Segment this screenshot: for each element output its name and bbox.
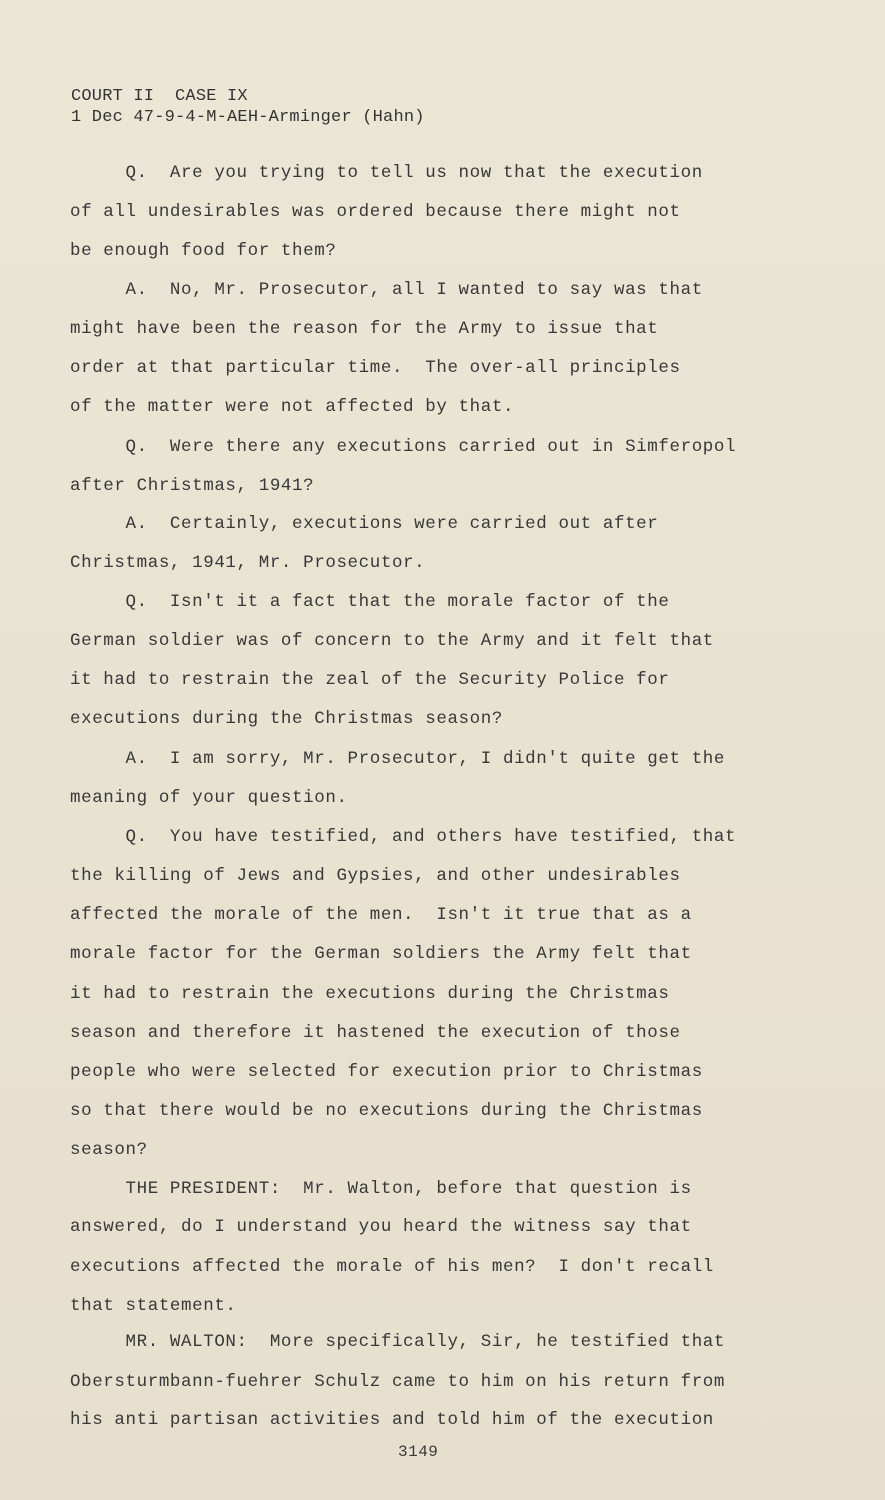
transcript-line: executions during the Christmas season? xyxy=(70,709,503,729)
document-header xyxy=(71,86,425,128)
transcript-line: season and therefore it hastened the execution of those xyxy=(70,1023,681,1043)
header-court-case: COURT II CASE IX xyxy=(71,87,248,106)
transcript-line: might have been the reason for the Army to issue that xyxy=(70,319,659,339)
transcript-line: MR. WALTON: More specifically, Sir, he testified that xyxy=(70,1332,726,1352)
transcript-line: his anti partisan activities and told him of the execution xyxy=(70,1410,714,1430)
transcript-line: answered, do I understand you heard the witness say that xyxy=(70,1217,692,1237)
transcript-line: Q. Isn't it a fact that the morale factor of the xyxy=(70,592,670,612)
transcript-line: THE PRESIDENT: Mr. Walton, before that question is xyxy=(70,1179,692,1199)
transcript-line: affected the morale of the men. Isn't it true that as a xyxy=(70,905,692,925)
transcript-line: Obersturmbann-fuehrer Schulz came to him on his return from xyxy=(70,1372,726,1392)
transcript-line: of the matter were not affected by that. xyxy=(70,397,515,417)
transcript-line: order at that particular time. The over-all principles xyxy=(70,358,681,378)
transcript-line: the killing of Jews and Gypsies, and other undesirables xyxy=(70,866,681,886)
transcript-line: so that there would be no executions during the Christmas xyxy=(70,1101,703,1121)
transcript-line: morale factor for the German soldiers the Army felt that xyxy=(70,944,692,964)
transcript-line: be enough food for them? xyxy=(70,241,337,261)
transcript-line: it had to restrain the zeal of the Security Police for xyxy=(70,670,670,690)
transcript-line: German soldier was of concern to the Army and it felt that xyxy=(70,631,714,651)
transcript-line: A. Certainly, executions were carried out after xyxy=(70,514,659,534)
page-number: 3149 xyxy=(398,1443,439,1461)
transcript-line: A. No, Mr. Prosecutor, all I wanted to say was that xyxy=(70,280,703,300)
header-date-reference: 1 Dec 47-9-4-M-AEH-Arminger (Hahn) xyxy=(71,108,425,127)
transcript-line: of all undesirables was ordered because there might not xyxy=(70,202,681,222)
transcript-line: Q. You have testified, and others have testified, that xyxy=(70,827,737,847)
transcript-line: Christmas, 1941, Mr. Prosecutor. xyxy=(70,553,426,573)
transcript-line: Q. Were there any executions carried out in Simferopol xyxy=(70,437,737,457)
transcript-line: A. I am sorry, Mr. Prosecutor, I didn't quite get the xyxy=(70,749,726,769)
transcript-line: meaning of your question. xyxy=(70,788,348,808)
transcript-line: it had to restrain the executions during the Christmas xyxy=(70,984,670,1004)
transcript-line: that statement. xyxy=(70,1296,237,1316)
transcript-line: after Christmas, 1941? xyxy=(70,476,315,496)
transcript-line: people who were selected for execution prior to Christmas xyxy=(70,1062,703,1082)
transcript-line: executions affected the morale of his men? I don't recall xyxy=(70,1257,714,1277)
transcript-line: season? xyxy=(70,1140,148,1160)
transcript-line: Q. Are you trying to tell us now that the execution xyxy=(70,163,703,183)
